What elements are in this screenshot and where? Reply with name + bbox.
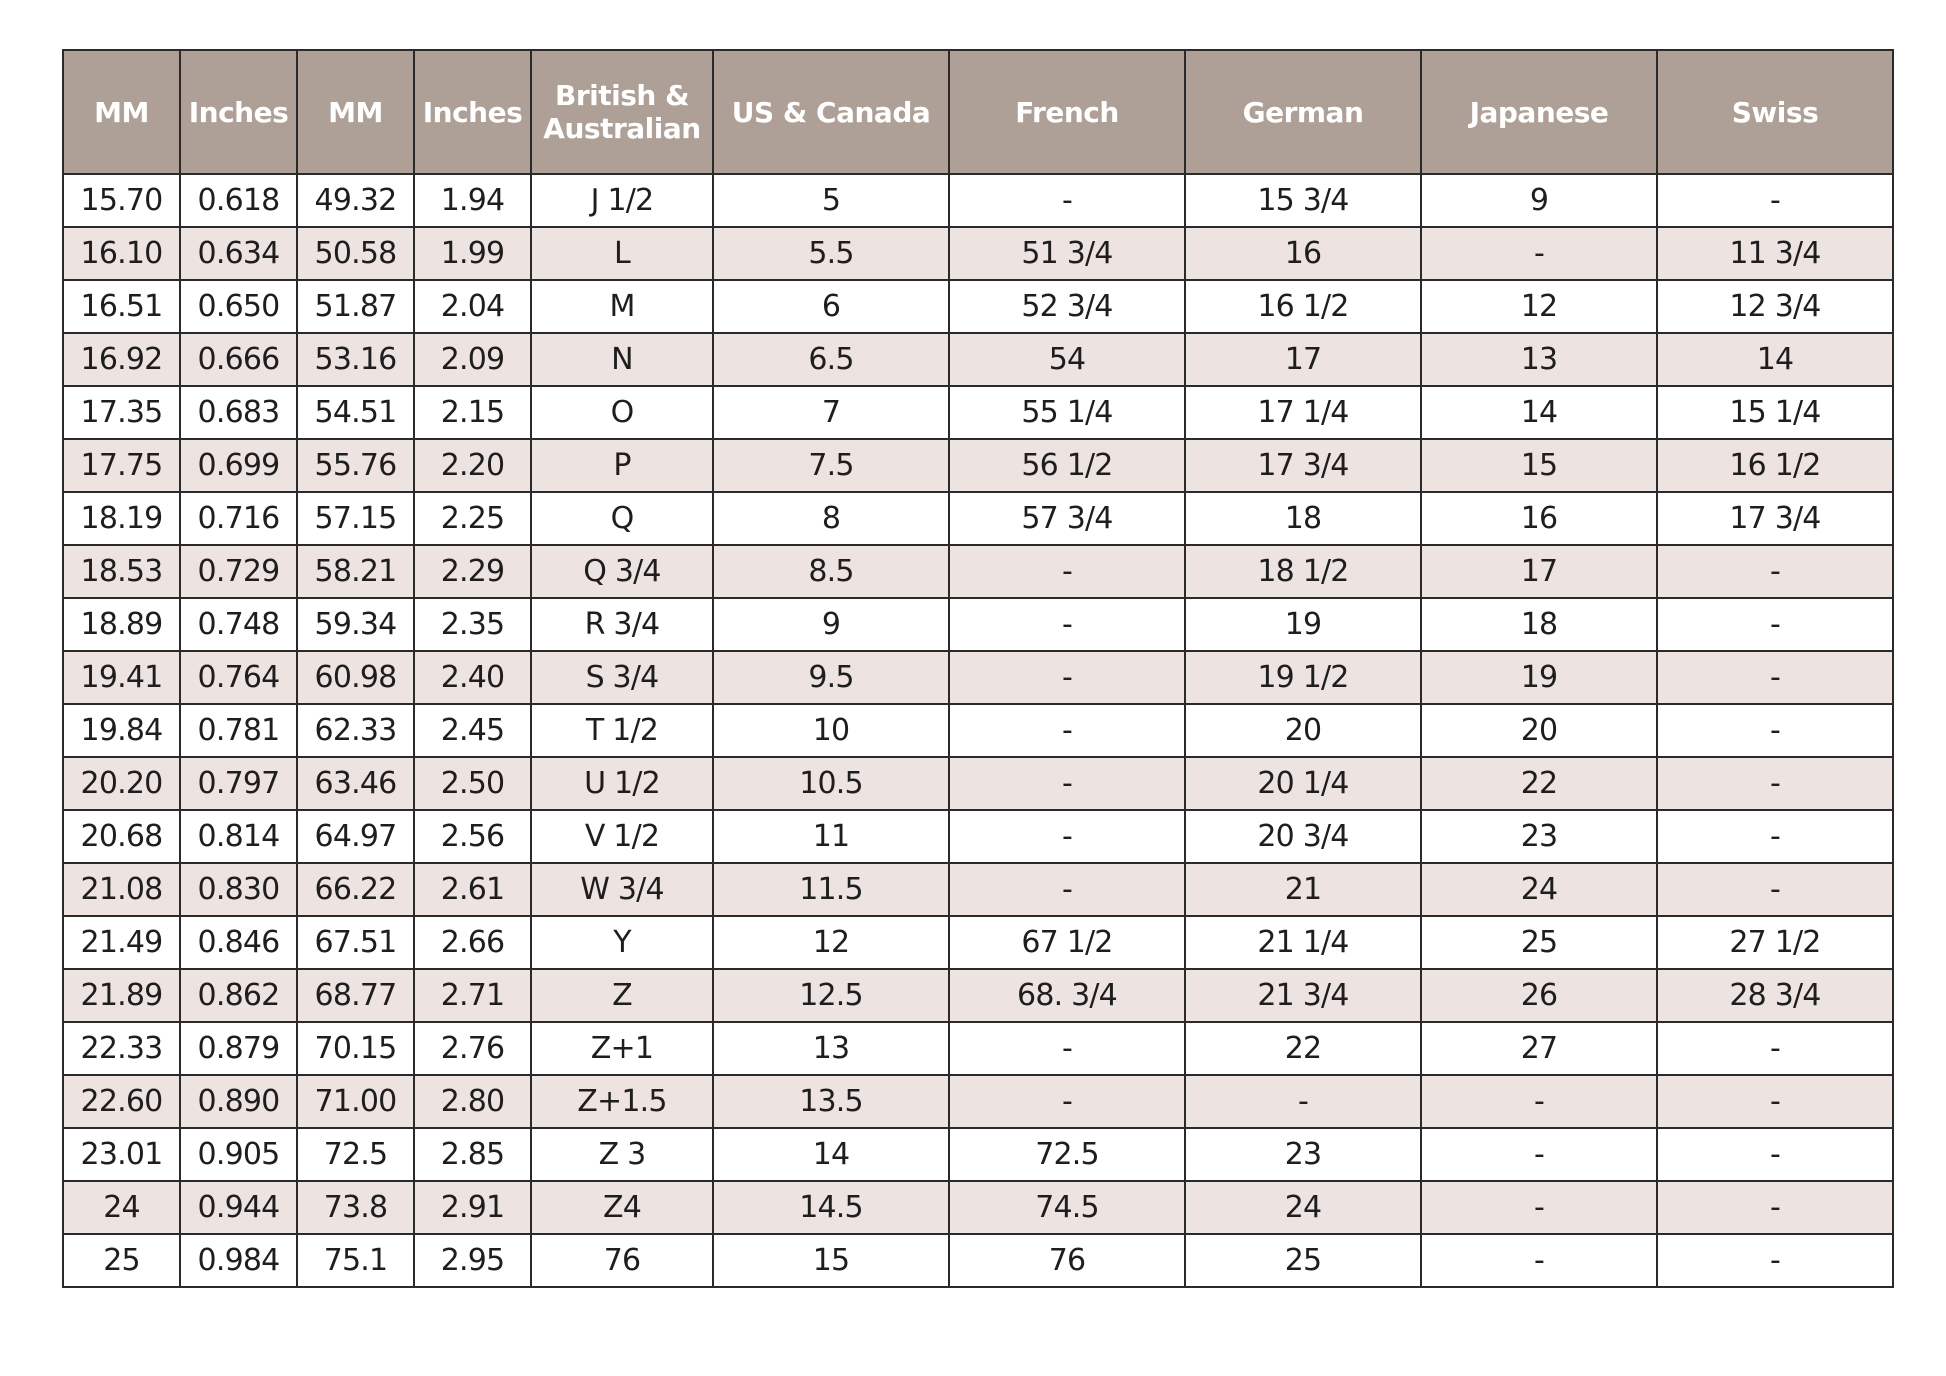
table-cell: 70.15 xyxy=(297,1022,414,1075)
table-cell: 9 xyxy=(1421,174,1657,227)
table-cell: - xyxy=(1657,651,1893,704)
table-cell: 10 xyxy=(713,704,949,757)
table-cell: 25 xyxy=(1185,1234,1421,1287)
table-cell: 11 3/4 xyxy=(1657,227,1893,280)
table-cell: 2.50 xyxy=(414,757,531,810)
table-cell: 51 3/4 xyxy=(949,227,1185,280)
table-cell: 10.5 xyxy=(713,757,949,810)
table-cell: W 3/4 xyxy=(531,863,713,916)
table-row xyxy=(63,651,1893,704)
table-cell: 23 xyxy=(1185,1128,1421,1181)
table-cell: 57 3/4 xyxy=(949,492,1185,545)
table-cell: 19.84 xyxy=(63,704,180,757)
table-cell: 2.76 xyxy=(414,1022,531,1075)
table-cell: 15 xyxy=(713,1234,949,1287)
table-cell: 23 xyxy=(1421,810,1657,863)
column-header-german-7: German xyxy=(1185,50,1421,174)
column-header-british-and-australian-4: British & Australian xyxy=(531,50,713,174)
table-cell: 0.683 xyxy=(180,386,297,439)
table-cell: 28 3/4 xyxy=(1657,969,1893,1022)
table-body xyxy=(63,174,1893,1287)
table-cell: - xyxy=(949,1022,1185,1075)
table-cell: 0.890 xyxy=(180,1075,297,1128)
table-cell: 20 xyxy=(1421,704,1657,757)
table-cell: 21 xyxy=(1185,863,1421,916)
table-cell: - xyxy=(1421,1075,1657,1128)
table-cell: 18.53 xyxy=(63,545,180,598)
table-cell: 15 xyxy=(1421,439,1657,492)
table-cell: 24 xyxy=(1421,863,1657,916)
table-cell: Z+1.5 xyxy=(531,1075,713,1128)
table-cell: 2.45 xyxy=(414,704,531,757)
table-cell: 14 xyxy=(1657,333,1893,386)
table-cell: - xyxy=(1657,1022,1893,1075)
table-cell: - xyxy=(1657,1128,1893,1181)
table-cell: 72.5 xyxy=(949,1128,1185,1181)
table-cell: 27 1/2 xyxy=(1657,916,1893,969)
table-cell: 17.35 xyxy=(63,386,180,439)
table-row xyxy=(63,1181,1893,1234)
table-cell: 55.76 xyxy=(297,439,414,492)
table-cell: - xyxy=(949,704,1185,757)
table-cell: 2.25 xyxy=(414,492,531,545)
table-cell: 56 1/2 xyxy=(949,439,1185,492)
table-cell: 24 xyxy=(1185,1181,1421,1234)
table-cell: 16 1/2 xyxy=(1657,439,1893,492)
table-cell: 17 xyxy=(1421,545,1657,598)
table-cell: 0.716 xyxy=(180,492,297,545)
table-cell: 17 3/4 xyxy=(1657,492,1893,545)
table-cell: 60.98 xyxy=(297,651,414,704)
table-row xyxy=(63,333,1893,386)
table-cell: Z xyxy=(531,969,713,1022)
table-cell: 17 3/4 xyxy=(1185,439,1421,492)
table-cell: 62.33 xyxy=(297,704,414,757)
column-header-us-and-canada-5: US & Canada xyxy=(713,50,949,174)
table-cell: 19.41 xyxy=(63,651,180,704)
table-cell: 0.666 xyxy=(180,333,297,386)
table-cell: 20.20 xyxy=(63,757,180,810)
table-cell: 68.77 xyxy=(297,969,414,1022)
table-cell: 5 xyxy=(713,174,949,227)
table-cell: - xyxy=(1421,227,1657,280)
column-header-inches-3: Inches xyxy=(414,50,531,174)
table-cell: 19 xyxy=(1185,598,1421,651)
table-cell: - xyxy=(1657,757,1893,810)
table-cell: 15.70 xyxy=(63,174,180,227)
table-cell: 26 xyxy=(1421,969,1657,1022)
table-cell: 0.905 xyxy=(180,1128,297,1181)
header-row xyxy=(63,50,1893,174)
table-cell: - xyxy=(1421,1234,1657,1287)
table-cell: 2.35 xyxy=(414,598,531,651)
ring-size-conversion-table xyxy=(62,49,1894,1288)
table-cell: 1.99 xyxy=(414,227,531,280)
table-cell: 64.97 xyxy=(297,810,414,863)
table-cell: 24 xyxy=(63,1181,180,1234)
table-cell: 0.879 xyxy=(180,1022,297,1075)
table-cell: P xyxy=(531,439,713,492)
table-cell: - xyxy=(1657,1234,1893,1287)
table-cell: 67.51 xyxy=(297,916,414,969)
table-cell: - xyxy=(949,651,1185,704)
table-cell: 54 xyxy=(949,333,1185,386)
table-cell: 76 xyxy=(531,1234,713,1287)
table-cell: 12 xyxy=(713,916,949,969)
table-cell: 2.80 xyxy=(414,1075,531,1128)
table-cell: 15 3/4 xyxy=(1185,174,1421,227)
table-cell: 68. 3/4 xyxy=(949,969,1185,1022)
table-cell: 22.33 xyxy=(63,1022,180,1075)
table-cell: 16 xyxy=(1421,492,1657,545)
table-cell: 0.781 xyxy=(180,704,297,757)
table-cell: 55 1/4 xyxy=(949,386,1185,439)
table-cell: 49.32 xyxy=(297,174,414,227)
table-cell: - xyxy=(949,174,1185,227)
table-cell: 14.5 xyxy=(713,1181,949,1234)
table-cell: 0.984 xyxy=(180,1234,297,1287)
table-cell: 12 3/4 xyxy=(1657,280,1893,333)
column-header-mm-2: MM xyxy=(297,50,414,174)
table-cell: 8.5 xyxy=(713,545,949,598)
table-cell: - xyxy=(1657,863,1893,916)
table-cell: 0.748 xyxy=(180,598,297,651)
table-cell: J 1/2 xyxy=(531,174,713,227)
table-cell: 12 xyxy=(1421,280,1657,333)
table-row xyxy=(63,1128,1893,1181)
table-cell: 15 1/4 xyxy=(1657,386,1893,439)
table-cell: 2.56 xyxy=(414,810,531,863)
table-cell: 54.51 xyxy=(297,386,414,439)
table-cell: 25 xyxy=(1421,916,1657,969)
table-cell: - xyxy=(949,757,1185,810)
column-header-mm-0: MM xyxy=(63,50,180,174)
table-cell: 19 xyxy=(1421,651,1657,704)
table-cell: 2.29 xyxy=(414,545,531,598)
table-cell: 7 xyxy=(713,386,949,439)
table-row xyxy=(63,916,1893,969)
table-cell: 2.61 xyxy=(414,863,531,916)
table-cell: 74.5 xyxy=(949,1181,1185,1234)
table-cell: - xyxy=(1421,1128,1657,1181)
table-cell: 2.95 xyxy=(414,1234,531,1287)
table-row xyxy=(63,492,1893,545)
table-cell: 0.797 xyxy=(180,757,297,810)
table-cell: 7.5 xyxy=(713,439,949,492)
table-cell: 0.814 xyxy=(180,810,297,863)
table-cell: 21.49 xyxy=(63,916,180,969)
table-cell: - xyxy=(1185,1075,1421,1128)
table-cell: 18.19 xyxy=(63,492,180,545)
table-cell: M xyxy=(531,280,713,333)
table-cell: 16 xyxy=(1185,227,1421,280)
column-header-inches-1: Inches xyxy=(180,50,297,174)
table-cell: T 1/2 xyxy=(531,704,713,757)
table-cell: 20.68 xyxy=(63,810,180,863)
table-row xyxy=(63,386,1893,439)
table-cell: - xyxy=(949,545,1185,598)
column-header-japanese-8: Japanese xyxy=(1421,50,1657,174)
table-cell: 2.15 xyxy=(414,386,531,439)
table-cell: 16.51 xyxy=(63,280,180,333)
table-cell: - xyxy=(1421,1181,1657,1234)
table-cell: - xyxy=(1657,704,1893,757)
table-cell: 18.89 xyxy=(63,598,180,651)
table-cell: 17.75 xyxy=(63,439,180,492)
table-cell: 22 xyxy=(1185,1022,1421,1075)
table-cell: Q xyxy=(531,492,713,545)
table-cell: Z4 xyxy=(531,1181,713,1234)
table-cell: 66.22 xyxy=(297,863,414,916)
table-cell: 14 xyxy=(1421,386,1657,439)
table-row xyxy=(63,1022,1893,1075)
table-cell: 21 1/4 xyxy=(1185,916,1421,969)
table-cell: 2.04 xyxy=(414,280,531,333)
table-cell: 73.8 xyxy=(297,1181,414,1234)
table-row xyxy=(63,969,1893,1022)
table-row xyxy=(63,174,1893,227)
table-cell: - xyxy=(1657,810,1893,863)
table-row xyxy=(63,757,1893,810)
table-cell: 58.21 xyxy=(297,545,414,598)
table-cell: Q 3/4 xyxy=(531,545,713,598)
table-cell: 0.618 xyxy=(180,174,297,227)
table-cell: 51.87 xyxy=(297,280,414,333)
table-cell: 20 1/4 xyxy=(1185,757,1421,810)
table-cell: 13 xyxy=(713,1022,949,1075)
table-cell: 63.46 xyxy=(297,757,414,810)
column-header-swiss-9: Swiss xyxy=(1657,50,1893,174)
table-row xyxy=(63,598,1893,651)
table-cell: R 3/4 xyxy=(531,598,713,651)
table-cell: - xyxy=(1657,545,1893,598)
table-cell: 2.71 xyxy=(414,969,531,1022)
table-cell: 57.15 xyxy=(297,492,414,545)
table-cell: Y xyxy=(531,916,713,969)
table-row xyxy=(63,704,1893,757)
table-cell: 21 3/4 xyxy=(1185,969,1421,1022)
table-row xyxy=(63,227,1893,280)
table-cell: 59.34 xyxy=(297,598,414,651)
table-cell: - xyxy=(949,810,1185,863)
table-cell: N xyxy=(531,333,713,386)
table-cell: 13 xyxy=(1421,333,1657,386)
table-cell: 5.5 xyxy=(713,227,949,280)
table-cell: 17 1/4 xyxy=(1185,386,1421,439)
table-cell: 0.846 xyxy=(180,916,297,969)
table-cell: 16 1/2 xyxy=(1185,280,1421,333)
table-cell: 0.650 xyxy=(180,280,297,333)
table-cell: 2.66 xyxy=(414,916,531,969)
table-cell: 67 1/2 xyxy=(949,916,1185,969)
table-cell: 27 xyxy=(1421,1022,1657,1075)
table-cell: 16.92 xyxy=(63,333,180,386)
table-row xyxy=(63,1234,1893,1287)
table-cell: 11.5 xyxy=(713,863,949,916)
table-cell: 9 xyxy=(713,598,949,651)
table-cell: 2.91 xyxy=(414,1181,531,1234)
table-cell: 12.5 xyxy=(713,969,949,1022)
table-cell: - xyxy=(1657,174,1893,227)
table-cell: - xyxy=(949,863,1185,916)
table-cell: 2.09 xyxy=(414,333,531,386)
table-cell: 0.729 xyxy=(180,545,297,598)
table-cell: 22 xyxy=(1421,757,1657,810)
table-row xyxy=(63,280,1893,333)
table-cell: 14 xyxy=(713,1128,949,1181)
table-cell: 0.764 xyxy=(180,651,297,704)
table-cell: 20 3/4 xyxy=(1185,810,1421,863)
table-cell: 76 xyxy=(949,1234,1185,1287)
table-cell: 0.634 xyxy=(180,227,297,280)
table-cell: 18 xyxy=(1185,492,1421,545)
table-cell: 23.01 xyxy=(63,1128,180,1181)
table-row xyxy=(63,863,1893,916)
table-cell: 72.5 xyxy=(297,1128,414,1181)
table-cell: Z+1 xyxy=(531,1022,713,1075)
table-cell: Z 3 xyxy=(531,1128,713,1181)
table-cell: 0.862 xyxy=(180,969,297,1022)
table-cell: 53.16 xyxy=(297,333,414,386)
table-cell: - xyxy=(949,598,1185,651)
table-cell: - xyxy=(1657,1181,1893,1234)
table-cell: 1.94 xyxy=(414,174,531,227)
table-cell: 9.5 xyxy=(713,651,949,704)
table-cell: 21.89 xyxy=(63,969,180,1022)
table-cell: 2.85 xyxy=(414,1128,531,1181)
table-cell: 18 1/2 xyxy=(1185,545,1421,598)
table-cell: L xyxy=(531,227,713,280)
table-cell: 21.08 xyxy=(63,863,180,916)
table-cell: 0.944 xyxy=(180,1181,297,1234)
table-cell: 17 xyxy=(1185,333,1421,386)
table-cell: 75.1 xyxy=(297,1234,414,1287)
table-cell: 20 xyxy=(1185,704,1421,757)
table-cell: 11 xyxy=(713,810,949,863)
table-header xyxy=(63,50,1893,174)
table-cell: 13.5 xyxy=(713,1075,949,1128)
table-cell: 50.58 xyxy=(297,227,414,280)
table-cell: 52 3/4 xyxy=(949,280,1185,333)
table-cell: 19 1/2 xyxy=(1185,651,1421,704)
table-cell: U 1/2 xyxy=(531,757,713,810)
table-cell: 6 xyxy=(713,280,949,333)
table-cell: 6.5 xyxy=(713,333,949,386)
table-cell: 16.10 xyxy=(63,227,180,280)
table-row xyxy=(63,810,1893,863)
table-cell: 0.699 xyxy=(180,439,297,492)
table-cell: 2.20 xyxy=(414,439,531,492)
table-row xyxy=(63,545,1893,598)
table-cell: 0.830 xyxy=(180,863,297,916)
table-cell: 22.60 xyxy=(63,1075,180,1128)
table-cell: S 3/4 xyxy=(531,651,713,704)
table-cell: 2.40 xyxy=(414,651,531,704)
table-cell: 25 xyxy=(63,1234,180,1287)
table-cell: 18 xyxy=(1421,598,1657,651)
table-cell: 71.00 xyxy=(297,1075,414,1128)
table-cell: O xyxy=(531,386,713,439)
table-row xyxy=(63,1075,1893,1128)
column-header-french-6: French xyxy=(949,50,1185,174)
table-cell: - xyxy=(1657,598,1893,651)
table-row xyxy=(63,439,1893,492)
table-cell: - xyxy=(1657,1075,1893,1128)
table-cell: - xyxy=(949,1075,1185,1128)
table-cell: 8 xyxy=(713,492,949,545)
table-cell: V 1/2 xyxy=(531,810,713,863)
